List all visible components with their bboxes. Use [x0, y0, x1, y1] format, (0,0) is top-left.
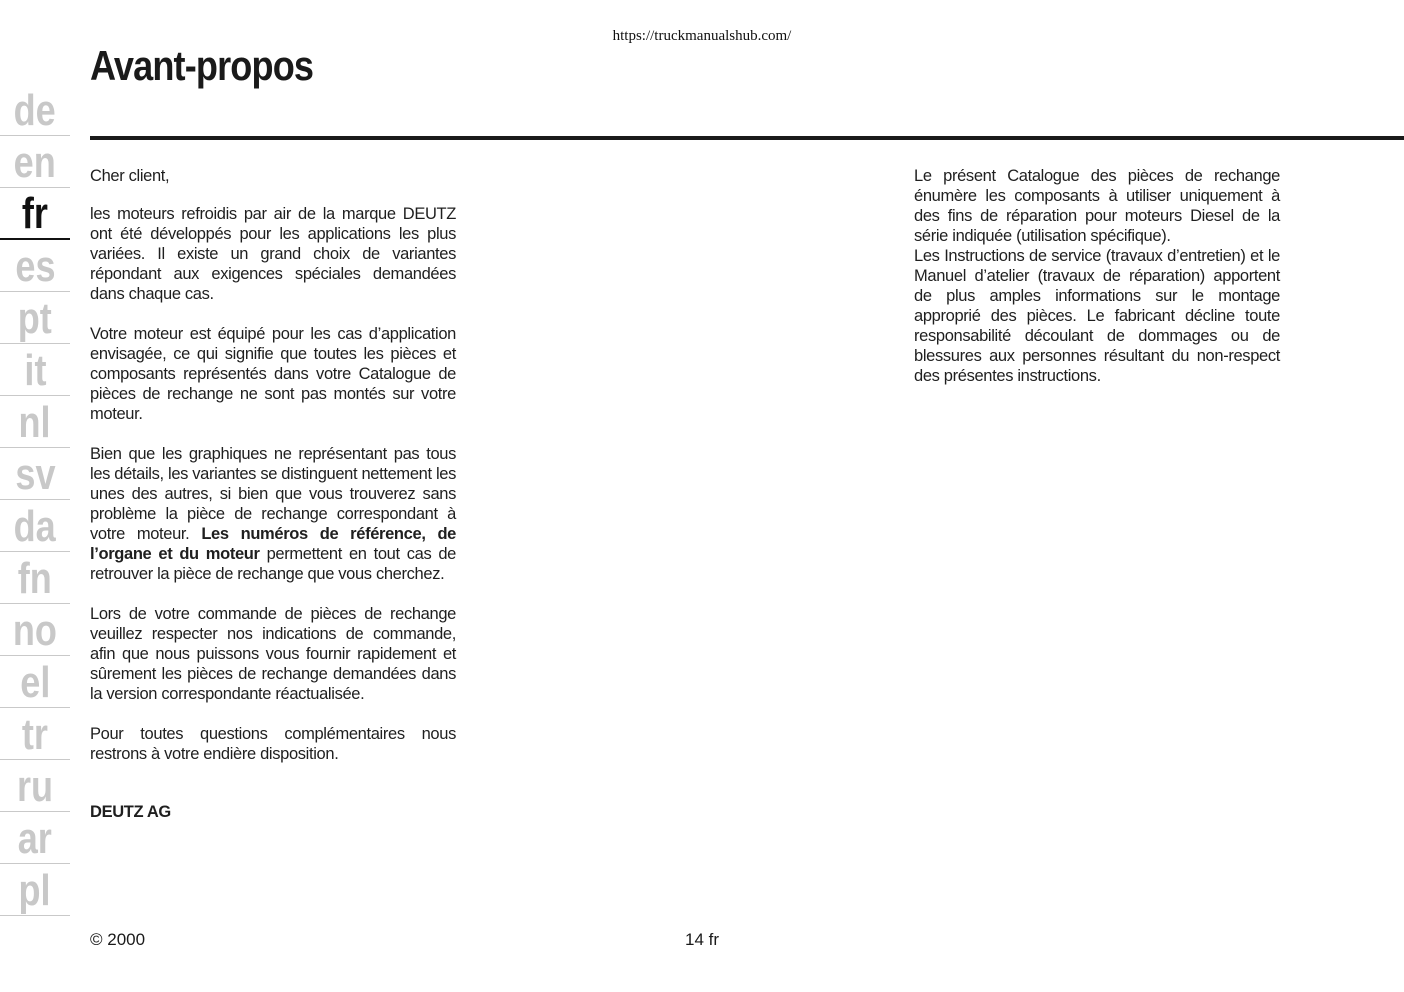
lang-tab-sv[interactable]: sv	[0, 448, 70, 500]
lang-tab-ru[interactable]: ru	[0, 760, 70, 812]
paragraph: Pour toutes questions complémentaires nous restrons à votre endière disposition.	[90, 725, 456, 763]
paragraph: Votre moteur est équipé pour les cas d’application envisagée, ce qui signifie que toutes les pièces et composants représentés dans votre Catalogue de pièces de rechange ne sont pas montés sur votre moteur.	[90, 325, 456, 423]
signature: DEUTZ AG	[90, 803, 171, 821]
lang-tab-pl[interactable]: pl	[0, 864, 70, 916]
lang-tab-de[interactable]: de	[0, 84, 70, 136]
lang-tab-en[interactable]: en	[0, 136, 70, 188]
right-text-column	[914, 166, 1280, 386]
copyright: © 2000	[90, 930, 146, 949]
paragraph: Les Instructions de service (travaux d’entretien) et le Manuel d’atelier (travaux de réparation) apportent de plus amples informations sur le montage approprié des pièces. Le fabricant décline toute responsabilité découlant de dommages ou de blessures aux personnes résultant du non-respect des présentes instructions.	[914, 247, 1280, 385]
lang-tab-pt[interactable]: pt	[0, 292, 70, 344]
greeting: Cher client,	[90, 167, 170, 185]
paragraph: Le présent Catalogue des pièces de rechange énumère les composants à utiliser uniquement à des fins de réparation pour moteurs Diesel de la série indiquée (utilisation spécifique).	[914, 167, 1280, 245]
paragraph-text: permettent en tout cas de retrouver la pièce de rechange que vous cherchez.	[90, 545, 456, 583]
lang-tab-tr[interactable]: tr	[0, 708, 70, 760]
left-text-column	[90, 166, 456, 842]
emphasis-text: Les numéros de référence, de l’organe et du moteur	[90, 525, 457, 563]
lang-tab-el[interactable]: el	[0, 656, 70, 708]
language-tabs	[0, 84, 70, 916]
lang-tab-es[interactable]: es	[0, 240, 70, 292]
lang-tab-nl[interactable]: nl	[0, 396, 70, 448]
title-divider	[90, 136, 1404, 140]
lang-tab-da[interactable]: da	[0, 500, 70, 552]
lang-tab-ar[interactable]: ar	[0, 812, 70, 864]
page-title: Avant-propos	[90, 42, 314, 89]
paragraph-with-emphasis	[90, 444, 456, 584]
lang-tab-fn[interactable]: fn	[0, 552, 70, 604]
paragraph: les moteurs refroidis par air de la marque DEUTZ ont été développés pour les applications les plus variées. Il existe un grand choix de variantes répondant aux exigences spéciales demandées dans chaque cas.	[90, 205, 456, 303]
lang-tab-it[interactable]: it	[0, 344, 70, 396]
page-number: 14 fr	[684, 930, 720, 949]
paragraph-text: Bien que les graphiques ne représentant pas tous les détails, les variantes se distinguent nettement les unes des autres, si bien que vous trouverez sans problème la pièce de rechange correspondant à votre moteur.	[90, 445, 456, 543]
paragraph: Lors de votre commande de pièces de rechange veuillez respecter nos indications de commande, afin que nous puissons vous fournir rapidement et sûrement les pièces de rechange demandées dans la version correspondante réactualisée.	[90, 605, 456, 703]
lang-tab-no[interactable]: no	[0, 604, 70, 656]
source-url: https://truckmanualshub.com/	[612, 28, 792, 44]
lang-tab-fr[interactable]: fr	[0, 188, 70, 240]
